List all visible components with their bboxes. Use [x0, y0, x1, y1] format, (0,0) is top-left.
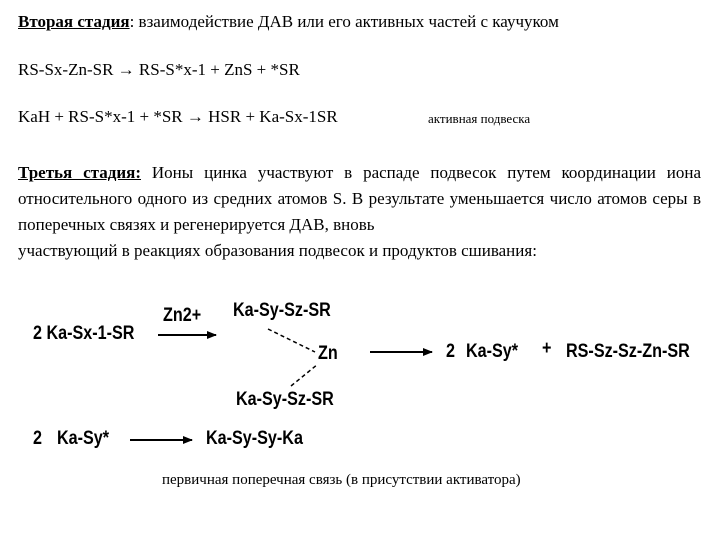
stage3-line-1: Ионы цинка участвуют в распаде подвесок путем координации — [141, 163, 656, 182]
scheme-plus: + — [542, 338, 552, 359]
stage3-line-4: участвующий в реакциях образования подвесок и продуктов сшивания: — [18, 241, 537, 260]
stage2-title-rest: : взаимодействие ДАВ или его активных частей с каучуком — [129, 12, 559, 31]
dashed-bond-top — [268, 329, 315, 352]
scheme-complex-bottom: Ka-Sy-Sz-SR — [236, 389, 334, 410]
scheme-catalyst: Zn2+ — [163, 305, 202, 326]
scheme-reactant: 2 Ka-Sx-1-SR — [33, 323, 135, 344]
scheme-complex-zn: Zn — [318, 343, 338, 364]
scheme-product-other: RS-Sz-Sz-Zn-SR — [566, 341, 690, 362]
stage3-heading: Третья стадия: — [18, 163, 141, 182]
stage2-heading: Вторая стадия — [18, 12, 130, 31]
dashed-bond-bottom — [291, 364, 318, 386]
stage2-equation-2: KaH + RS-S*x-1 + *SR → HSR + Ka-Sx-1SR — [18, 107, 338, 126]
scheme-step2-coef: 2 — [33, 428, 42, 449]
scheme-product-radical: Ka-Sy* — [466, 341, 519, 362]
stage2-equation-1: RS-Sx-Zn-SR → RS-S*x-1 + ZnS + *SR — [18, 60, 300, 79]
scheme-step2-reactant: Ka-Sy* — [57, 428, 110, 449]
scheme-complex-top: Ka-Sy-Sz-SR — [233, 300, 331, 321]
stage3-line-2: иона относительного одного из средних атомов S. В результате уменьшается — [18, 163, 702, 208]
stage3-line-3: число атомов серы в поперечных связях и регенерируется ДАВ, вновь — [18, 189, 701, 234]
stage2-equation-2-note: активная подвеска — [428, 111, 531, 126]
scheme-product-radical-coef: 2 — [446, 341, 455, 362]
scheme-step2-product: Ka-Sy-Sy-Ka — [206, 428, 303, 449]
scheme-caption: первичная поперечная связь (в присутствии активатора) — [162, 472, 521, 488]
